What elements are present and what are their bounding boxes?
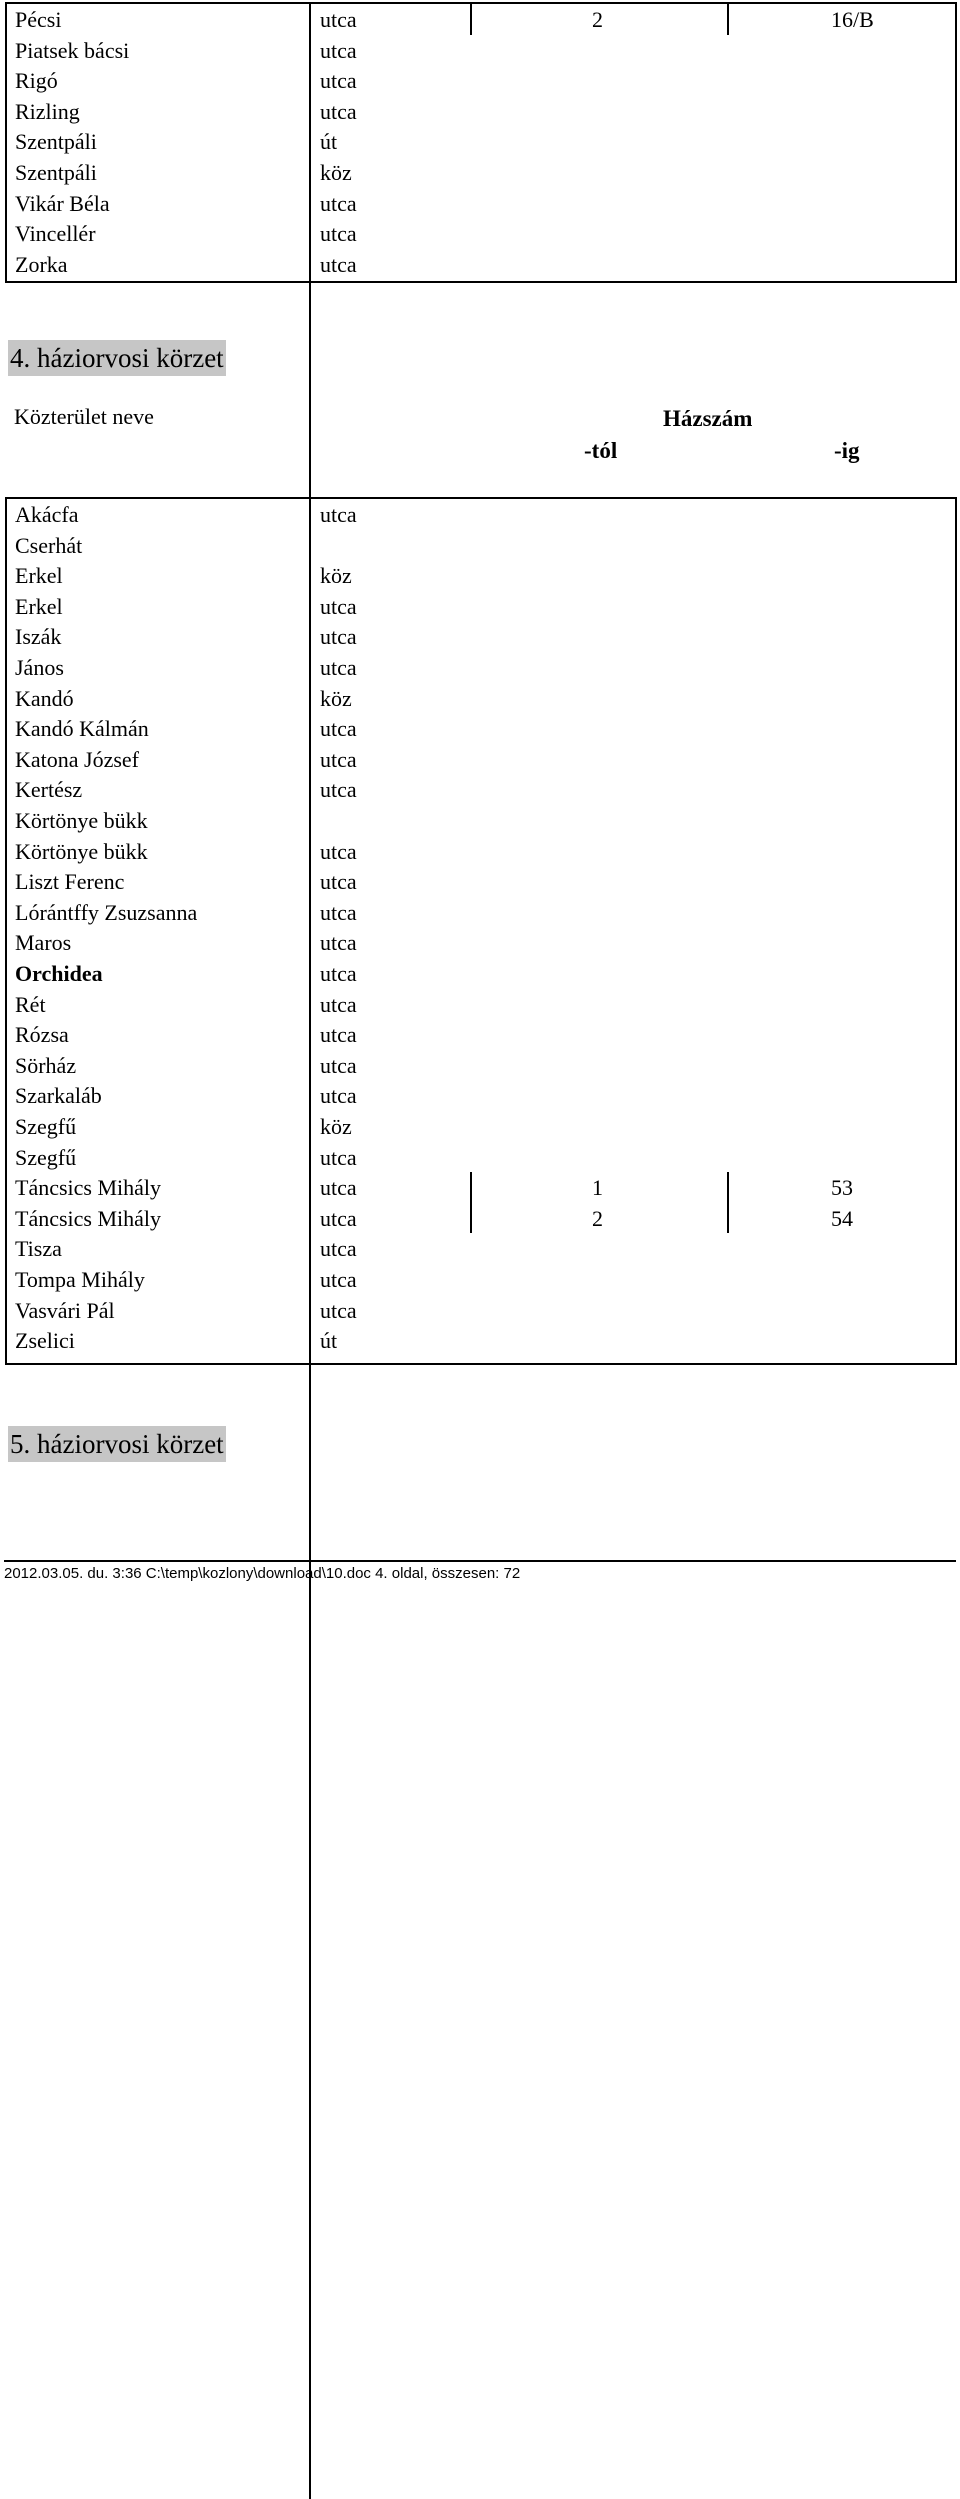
table-row (7, 713, 955, 744)
table-row (7, 1264, 955, 1295)
cell-type: utca (320, 746, 357, 772)
column-divider (470, 1203, 472, 1234)
cell-name: János (15, 655, 64, 680)
table-row (7, 1172, 955, 1203)
table-row (7, 157, 955, 188)
table-row (7, 927, 955, 958)
cell-type: utca (320, 1297, 357, 1323)
table-row (7, 1203, 955, 1234)
cell-type: utca (320, 1175, 357, 1201)
table-row (7, 652, 955, 683)
table-row (7, 218, 955, 249)
cell-type: utca (320, 98, 357, 124)
cell-name: Szarkaláb (15, 1083, 102, 1109)
cell-type: utca (320, 624, 357, 650)
table-row (7, 1325, 955, 1356)
cell-name: Sörház (15, 1052, 77, 1078)
table-row (7, 683, 955, 714)
cell-name: Vasvári Pál (15, 1297, 115, 1323)
cell-name: Kandó Kálmán (15, 716, 149, 742)
cell-name: Erkel (15, 563, 63, 589)
table-row (7, 1050, 955, 1081)
cell-name: Katona József (15, 746, 140, 772)
cell-name: Vikár Béla (15, 190, 110, 216)
cell-name: Kandó (15, 685, 74, 711)
table-row (7, 1233, 955, 1264)
cell-type: utca (320, 930, 357, 956)
cell-name: Táncsics Mihály (15, 1205, 162, 1231)
cell-type: utca (320, 777, 357, 803)
page-footer: 2012.03.05. du. 3:36 C:\temp\kozlony\download\10.doc 4. oldal, összesen: 72 (4, 1560, 956, 1582)
cell-type: köz (320, 1114, 352, 1139)
column-label-from: -tól (584, 438, 618, 463)
section-4-heading: 4. háziorvosi körzet (8, 340, 226, 376)
cell-type: utca (320, 991, 357, 1017)
table-row (7, 560, 955, 591)
cell-to: 53 (831, 1175, 853, 1201)
cell-name: Körtönye bükk (15, 838, 148, 864)
cell-from: 1 (592, 1175, 603, 1201)
cell-type: utca (320, 655, 357, 680)
cell-type: köz (320, 563, 352, 589)
cell-from: 2 (592, 7, 603, 32)
cell-type: utca (320, 1144, 357, 1170)
cell-name: Lórántffy Zsuzsanna (15, 899, 198, 925)
table-row (7, 1295, 955, 1326)
table-row (7, 836, 955, 867)
column-label-street-name: Közterület neve (14, 404, 154, 429)
street-table-continued (5, 2, 957, 283)
cell-name: Szentpáli (15, 160, 97, 185)
cell-name: Liszt Ferenc (15, 869, 125, 895)
column-divider (727, 4, 729, 35)
cell-type: utca (320, 838, 357, 864)
table-row (7, 621, 955, 652)
cell-type: köz (320, 685, 352, 711)
table-row (7, 805, 955, 836)
cell-name: Zorka (15, 251, 68, 277)
cell-name: Maros (15, 930, 72, 956)
table-row (7, 897, 955, 928)
table-row (7, 499, 955, 530)
cell-type: utca (320, 1052, 357, 1078)
cell-from: 2 (592, 1205, 603, 1231)
table-row (7, 866, 955, 897)
column-divider (309, 499, 311, 2499)
cell-type: út (320, 1328, 338, 1354)
cell-type: utca (320, 221, 357, 247)
street-table-section-4 (5, 497, 957, 1365)
table-row (7, 1080, 955, 1111)
cell-type: utca (320, 899, 357, 925)
cell-name: Szegfű (15, 1114, 77, 1139)
column-label-house-number: Házszám (663, 406, 753, 431)
section-5-heading: 5. háziorvosi körzet (8, 1426, 226, 1462)
cell-name: Rizling (15, 98, 80, 124)
table-row (7, 96, 955, 127)
cell-name: Rigó (15, 68, 58, 94)
cell-name: Rózsa (15, 1022, 69, 1048)
cell-name: Tisza (15, 1236, 62, 1262)
cell-type: köz (320, 160, 352, 185)
cell-type: utca (320, 961, 357, 986)
cell-name: Rét (15, 991, 46, 1017)
cell-type: utca (320, 869, 357, 895)
cell-to: 54 (831, 1205, 853, 1231)
cell-name: Szegfű (15, 1144, 77, 1170)
table-row (7, 774, 955, 805)
cell-type: utca (320, 1267, 357, 1292)
table-row (7, 530, 955, 561)
cell-name: Táncsics Mihály (15, 1175, 162, 1201)
cell-name: Kertész (15, 777, 83, 803)
cell-to: 16/B (831, 7, 874, 32)
cell-name: Zselici (15, 1328, 75, 1354)
table-row (7, 989, 955, 1020)
cell-type: utca (320, 37, 357, 63)
cell-name: Vincellér (15, 221, 96, 247)
cell-type: utca (320, 251, 357, 277)
cell-name: Tompa Mihály (15, 1267, 145, 1292)
cell-type: utca (320, 716, 357, 742)
cell-type: utca (320, 1205, 357, 1231)
table-row (7, 744, 955, 775)
table-row (7, 958, 955, 989)
cell-name: Orchidea (15, 961, 103, 986)
table-row (7, 591, 955, 622)
cell-type: utca (320, 1022, 357, 1048)
table-row (7, 4, 955, 35)
table-row (7, 126, 955, 157)
column-divider (727, 1172, 729, 1203)
cell-type: utca (320, 502, 357, 527)
cell-name: Cserhát (15, 532, 83, 558)
cell-name: Akácfa (15, 502, 79, 527)
table-row (7, 35, 955, 66)
column-label-to: -ig (834, 438, 860, 463)
cell-type: utca (320, 68, 357, 94)
column-divider (727, 1203, 729, 1234)
cell-name: Körtönye bükk (15, 808, 148, 833)
table-row (7, 65, 955, 96)
cell-name: Piatsek bácsi (15, 37, 130, 63)
cell-type: utca (320, 593, 357, 619)
cell-name: Iszák (15, 624, 62, 650)
cell-name: Szentpáli (15, 129, 97, 155)
column-divider (470, 4, 472, 35)
table-row (7, 1111, 955, 1142)
table-row (7, 188, 955, 219)
cell-type: út (320, 129, 338, 155)
table-row (7, 1142, 955, 1173)
cell-type: utca (320, 7, 357, 32)
table-row (7, 249, 955, 280)
cell-type: utca (320, 1083, 357, 1109)
column-divider (470, 1172, 472, 1203)
table-row (7, 1019, 955, 1050)
cell-name: Erkel (15, 593, 63, 619)
cell-type: utca (320, 1236, 357, 1262)
cell-type: utca (320, 190, 357, 216)
cell-name: Pécsi (15, 7, 62, 32)
